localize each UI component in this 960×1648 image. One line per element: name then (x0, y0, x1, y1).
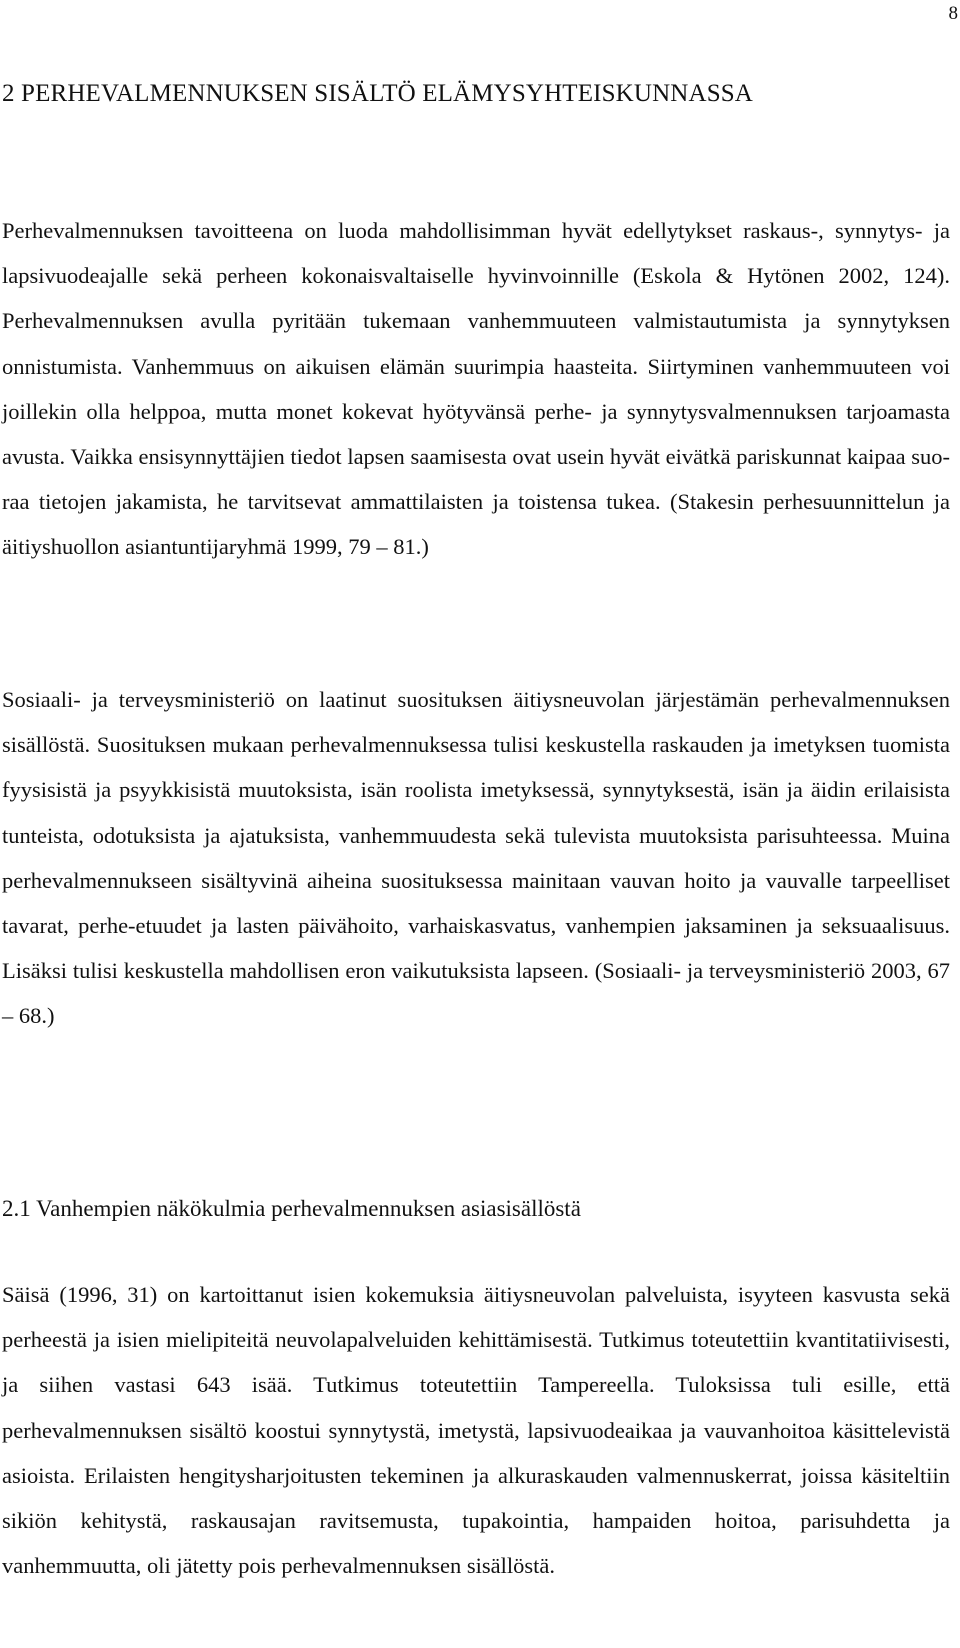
section-heading: 2.1 Vanhempien näkökulmia perhevalmennuksen asiasisällöstä (2, 1196, 581, 1221)
page-number: 8 (948, 3, 958, 24)
body-paragraph: Sosiaali- ja terveysministeriö on laatinut suosituksen äitiysneuvolan järjestämän perhevalmennuksen sisällöstä. Suosituksen mukaan perhevalmennuksessa tulisi keskustella raskauden ja imetyksen tuomista fyysisistä ja psyykkisistä muutoksista, isän roolista imetyksessä, synnytyksestä, isän ja äidin erilaisista tunteista, odotuksista ja ajatuksista, vanhemmuudesta sekä tulevista muutoksista parisuhteessa. Muina perhevalmennukseen sisältyvinä aiheina suosituksessa mainitaan vauvan hoito ja vauvalle tarpeelliset tavarat, perhe-etuudet ja lasten päivähoito, varhaiskasvatus, vanhempien jaksaminen ja seksuaalisuus. Lisäksi tulisi keskustella mahdollisen eron vaikutuksista lapseen. (Sosiaali- ja terveysministeriö 2003, 67 – 68.) (2, 687, 950, 1029)
body-paragraph: Perhevalmennuksen tavoitteena on luoda mahdollisimman hyvät edellytykset raskaus-, synnytys- ja lapsivuodeajalle sekä perheen kokonaisvaltaiselle hyvinvoinnille (Eskola & Hytönen 2002, 124). Perhevalmennuksen avulla pyritään tukemaan vanhemmuuteen valmistautumista ja synnytyksen onnistumista. Vanhemmuus on aikuisen elämän suurimpia haasteita. Siirtyminen vanhemmuuteen voi joillekin olla helppoa, mutta monet kokevat hyötyvänsä perhe- ja synnytysvalmennuksen tarjoamasta avusta. Vaikka ensisynnyttäjien tiedot lapsen saamisesta ovat usein hyvät eivätkä pariskunnat kaipaa suoraa tietojen jakamista, he tarvitsevat ammattilaisten ja toistensa tukea. (Stakesin perhesuunnittelun ja äitiyshuollon asiantuntijaryhmä 1999, 79 – 81.) (2, 218, 950, 560)
body-paragraph: Säisä (1996, 31) on kartoittanut isien kokemuksia äitiysneuvolan palveluista, isyyteen kasvusta sekä perheestä ja isien mielipiteitä neuvolapalveluiden kehittämisestä. Tutkimus toteutettiin kvantitatiivisesti, ja siihen vastasi 643 isää. Tutkimus toteutettiin Tampereella. Tuloksissa tuli esille, että perhevalmennuksen sisältö koostui synnytystä, imetystä, lapsivuodeaikaa ja vauvanhoitoa käsittelevistä asioista. Erilaisten hengitysharjoitusten tekeminen ja alkuraskauden valmennuskerrat, joissa käsiteltiin sikiön kehitystä, raskausajan ravitsemusta, tupakointia, hampaiden hoitoa, parisuhdetta ja vanhemmuutta, oli jätetty pois perhevalmennuksen sisällöstä. (2, 1282, 950, 1579)
chapter-heading: 2 PERHEVALMENNUKSEN SISÄLTÖ ELÄMYSYHTEISKUNNASSA (2, 80, 754, 107)
